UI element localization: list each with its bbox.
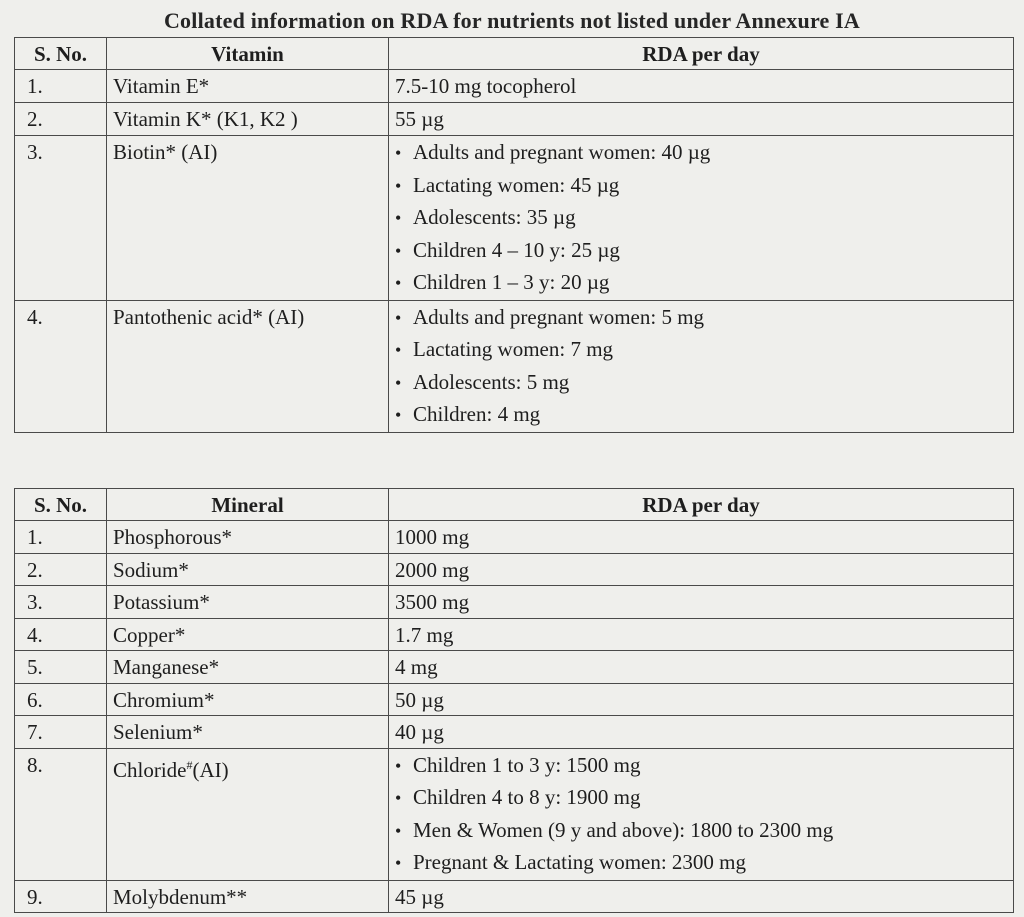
header-rda: RDA per day	[389, 489, 1014, 521]
name-superscript: #	[186, 757, 193, 772]
row-name	[107, 521, 389, 554]
row-sno: 9.	[15, 880, 107, 913]
nutrient-name: Molybdenum**	[113, 884, 248, 909]
nutrient-name: Phosphorous*	[113, 525, 233, 549]
row-rda	[389, 103, 1014, 136]
rda-value: 7.5-10 mg tocopherol	[395, 74, 577, 98]
rda-bullet-item	[395, 782, 1007, 815]
row-sno: 4.	[15, 300, 107, 432]
row-sno: 2.	[15, 553, 107, 586]
row-rda	[389, 521, 1014, 554]
rda-bullet-text: Children 4 – 10 y: 25 µg	[413, 237, 620, 262]
mineral-table	[14, 488, 1014, 913]
rda-bullet-item	[395, 302, 1007, 335]
table-row	[15, 880, 1014, 913]
nutrient-name: Chromium*	[113, 687, 215, 712]
row-name	[107, 716, 389, 749]
header-sno: S. No.	[15, 489, 107, 521]
row-sno: 2.	[15, 103, 107, 136]
table-row	[15, 651, 1014, 684]
rda-bullet-item	[395, 399, 1007, 432]
nutrient-name: Vitamin K* (K1, K2 )	[113, 107, 298, 131]
name-suffix: (AI)	[192, 757, 229, 782]
rda-bullet-list	[395, 750, 1007, 880]
row-name	[107, 553, 389, 586]
row-rda	[389, 716, 1014, 749]
nutrient-name: Potassium*	[113, 590, 210, 614]
rda-bullet-item	[395, 815, 1007, 848]
rda-value: 50 µg	[395, 687, 444, 712]
vitamin-table	[14, 37, 1014, 433]
nutrient-name: Sodium*	[113, 557, 189, 582]
row-rda	[389, 618, 1014, 651]
rda-bullet-item	[395, 170, 1007, 203]
table-row	[15, 716, 1014, 749]
row-rda	[389, 880, 1014, 913]
rda-value: 40 µg	[395, 720, 444, 744]
nutrient-name: Selenium*	[113, 720, 203, 744]
row-sno: 7.	[15, 716, 107, 749]
nutrient-name: Chloride	[113, 757, 187, 782]
table-row	[15, 683, 1014, 716]
rda-bullet-text: Adults and pregnant women: 5 mg	[413, 304, 705, 329]
rda-bullet-list	[395, 302, 1007, 432]
row-sno: 1.	[15, 70, 107, 103]
row-name	[107, 880, 389, 913]
row-rda	[389, 748, 1014, 880]
row-sno: 8.	[15, 748, 107, 880]
rda-bullet-item	[395, 235, 1007, 268]
table-header-row	[15, 38, 1014, 70]
row-name	[107, 683, 389, 716]
rda-bullet-text: Lactating women: 7 mg	[413, 337, 614, 361]
row-name	[107, 618, 389, 651]
nutrient-name: Manganese*	[113, 655, 220, 679]
table-row	[15, 521, 1014, 554]
rda-bullet-text: Children 1 to 3 y: 1500 mg	[413, 752, 641, 777]
row-rda	[389, 683, 1014, 716]
rda-bullet-text: Adolescents: 35 µg	[413, 205, 576, 229]
rda-bullet-item	[395, 137, 1007, 170]
nutrient-name: Copper*	[113, 622, 186, 647]
row-rda	[389, 136, 1014, 301]
row-sno: 3.	[15, 136, 107, 301]
rda-value: 3500 mg	[395, 590, 470, 614]
rda-bullet-item	[395, 847, 1007, 880]
rda-bullet-text: Children: 4 mg	[413, 402, 541, 426]
rda-bullet-text: Adults and pregnant women: 40 µg	[413, 140, 711, 164]
header-mineral: Mineral	[107, 489, 389, 521]
row-rda	[389, 651, 1014, 684]
rda-value: 4 mg	[395, 655, 438, 679]
table-row	[15, 553, 1014, 586]
rda-bullet-text: Children 4 to 8 y: 1900 mg	[413, 785, 641, 809]
header-rda: RDA per day	[389, 38, 1014, 70]
rda-bullet-text: Lactating women: 45 µg	[413, 172, 620, 197]
nutrient-name: Pantothenic acid* (AI)	[113, 304, 305, 329]
row-rda	[389, 553, 1014, 586]
table-row	[15, 103, 1014, 136]
row-name	[107, 70, 389, 103]
rda-value: 55 µg	[395, 107, 444, 131]
rda-bullet-list	[395, 137, 1007, 300]
table-row	[15, 136, 1014, 301]
nutrient-name: Biotin* (AI)	[113, 140, 218, 164]
row-name	[107, 748, 389, 880]
table-row	[15, 70, 1014, 103]
row-sno: 3.	[15, 586, 107, 619]
row-rda	[389, 586, 1014, 619]
rda-value: 1000 mg	[395, 525, 470, 549]
row-sno: 1.	[15, 521, 107, 554]
table-header-row	[15, 489, 1014, 521]
nutrient-name: Vitamin E*	[113, 74, 210, 98]
table-row	[15, 300, 1014, 432]
rda-bullet-item	[395, 267, 1007, 300]
row-sno: 6.	[15, 683, 107, 716]
rda-bullet-item	[395, 367, 1007, 400]
row-sno: 4.	[15, 618, 107, 651]
rda-value: 1.7 mg	[395, 622, 454, 647]
rda-value: 2000 mg	[395, 557, 470, 582]
header-sno: S. No.	[15, 38, 107, 70]
rda-bullet-text: Adolescents: 5 mg	[413, 369, 570, 394]
table-row	[15, 748, 1014, 880]
row-name	[107, 300, 389, 432]
table-row	[15, 586, 1014, 619]
rda-bullet-item	[395, 202, 1007, 235]
rda-value: 45 µg	[395, 884, 444, 909]
row-name	[107, 136, 389, 301]
rda-bullet-text: Pregnant & Lactating women: 2300 mg	[413, 850, 747, 874]
header-vitamin: Vitamin	[107, 38, 389, 70]
row-name	[107, 103, 389, 136]
rda-bullet-item	[395, 750, 1007, 783]
rda-bullet-text: Children 1 – 3 y: 20 µg	[413, 270, 610, 294]
rda-bullet-item	[395, 334, 1007, 367]
row-sno: 5.	[15, 651, 107, 684]
table-row	[15, 618, 1014, 651]
row-rda	[389, 300, 1014, 432]
page-title: Collated information on RDA for nutrients not listed under Annexure IA	[163, 8, 861, 33]
row-name	[107, 651, 389, 684]
row-rda	[389, 70, 1014, 103]
row-name	[107, 586, 389, 619]
rda-bullet-text: Men & Women (9 y and above): 1800 to 2300 mg	[413, 817, 834, 842]
